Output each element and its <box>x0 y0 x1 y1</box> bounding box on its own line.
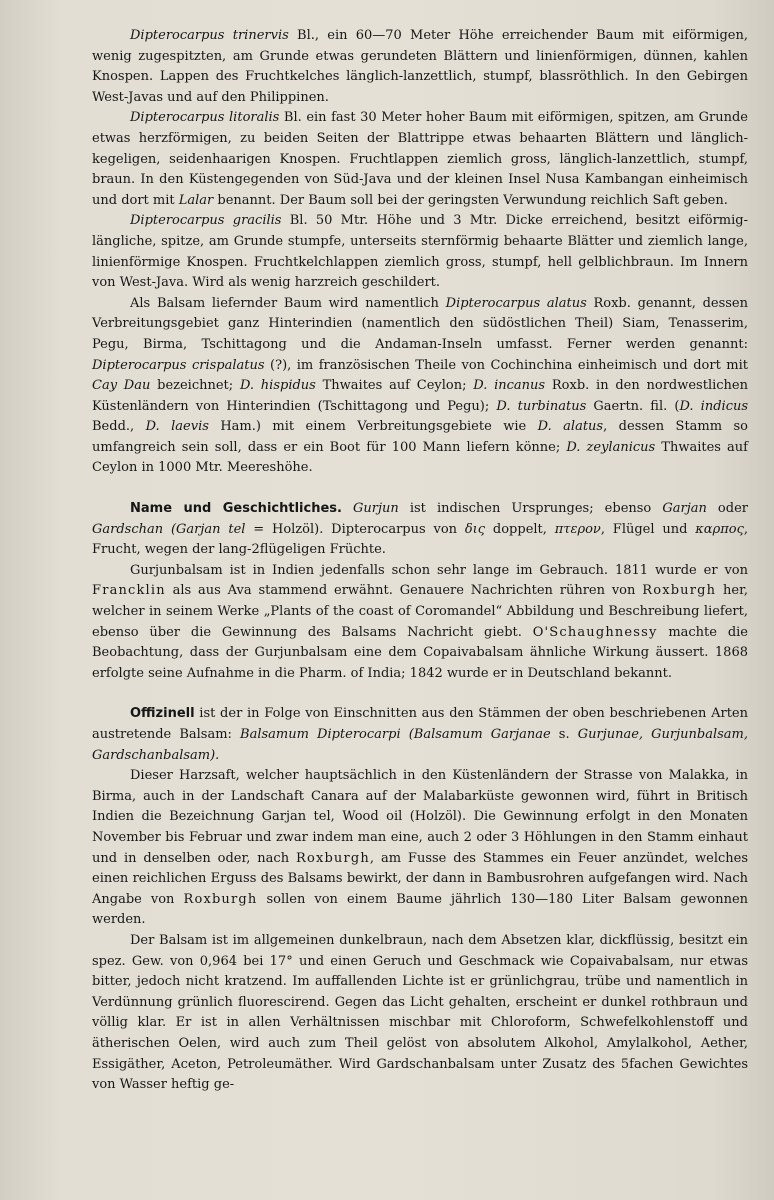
text-run: (?), im französischen Theile von Cochinchina einheimisch und dort mit <box>264 357 748 373</box>
text-run: Bl. 50 Mtr. Höhe und 3 Mtr. Dicke erreichend, besitzt eiförmig-längliche, spitze, am Grunde stumpfe, unterseits sternförmig behaarte Blätter und ziemlich lange, linienförmige Knospen. Fruchtkelchlappen ziemlich gross, stumpf, hell gelblichbraun. Im Innern von West-Java. Wird als wenig harzreich geschildert. <box>92 213 748 291</box>
author-name: Roxburgh <box>295 850 370 866</box>
text-run: ist indischen Ursprunges; ebenso <box>398 501 663 517</box>
italic-term: Lalar <box>178 192 214 208</box>
text-run: Bl. ein fast 30 Meter hoher Baum mit eiförmigen, spitzen, am Grunde etwas herzförmigen, zu beiden Seiten der Blattrippe etwas behaarten Blättern und länglich-kegeligen, seidenhaarigen Knospen. Fruchtlappen ziemlich gross, länglich-lanzettlich, stumpf, braun. In den Küstengegenden von Süd-Java und der kleinen Insel Nusa Kambangan einheimisch und dort mit <box>92 110 748 208</box>
italic-term: D. zeylanicus <box>566 439 656 455</box>
paragraph-p2 <box>92 108 748 211</box>
greek-word: πτερον <box>554 521 601 537</box>
paragraph-p8 <box>92 766 748 931</box>
author-name: Francklin <box>92 583 166 599</box>
text-run: Thwaites auf Ceylon in 1000 Mtr. Meereshöhe. <box>92 439 748 476</box>
italic-term: D. laevis <box>145 419 209 435</box>
italic-term: Dipterocarpus litoralis <box>130 110 280 126</box>
text-run: Der Balsam ist im allgemeinen dunkelbraun, nach dem Absetzen klar, dickflüssig, besitzt ein spez. Gew. von 0,964 bei 17° und einen Geruch und Geschmack wie Copaivabalsam, nur etwas bitter, jedoch nicht kratzend. Im auffallenden Lichte ist er grünlichgrau, trübe und namentlich in Verdünnung grünlich fluorescirend. Gegen das Licht gehalten, erscheint er dunkel rothbraun und völlig klar. Er ist in allen Verhältnissen mischbar mit Chloroform, Schwefelkohlenstoff und ätherischen Oelen, wird auch zum Theil gelöst von absolutem Alkohol, Amylalkohol, Aether, Essigäther, Aceton, Petroleumäther. Wird Gardschanbalsam unter Zusatz des 5fachen Gewichtes von Wasser heftig ge- <box>92 932 748 1093</box>
italic-term: Gurjun <box>353 501 399 517</box>
text-run: Dieser Harzsaft, welcher hauptsächlich in den Küstenländern der Strasse von Malakka, in Birma, auch in der Landschaft Canara auf der Malabarküste gewonnen wird, führt in Britisch Indien die Bezeichnung Garjan tel, Wood oil (Holzöl). Die Gewinnung erfolgt in den Monaten November bis Februar und zwar indem man eine, auch 2 oder 3 Höhlungen in den Stamm einhaut und in denselben oder, nach <box>92 768 748 866</box>
text-run: oder <box>706 501 748 517</box>
italic-term: Balsamum Dipterocarpi (Balsamum Garjanae <box>240 727 551 742</box>
italic-term: D. alatus <box>537 419 604 435</box>
page-body-text <box>92 26 748 1096</box>
text-run: = Holzöl). Dipterocarpus von <box>245 521 465 537</box>
text-run: benannt. Der Baum soll bei der geringsten Verwundung reichlich Saft geben. <box>213 192 728 208</box>
paragraph-p9 <box>92 931 748 1096</box>
italic-term: D. indicus <box>679 398 749 414</box>
text-run: , Frucht, wegen der lang-2flügeligen Früchte. <box>92 521 749 558</box>
paragraph-p5 <box>92 499 748 561</box>
text-run: Gurjunbalsam ist in Indien jedenfalls schon sehr lange im Gebrauch. 1811 wurde er von <box>130 562 748 578</box>
text-run: , dessen Stamm so umfangreich sein soll, dass er ein Boot für 100 Mann liefern könne; <box>92 419 749 455</box>
italic-term: Dipterocarpus alatus <box>445 295 587 311</box>
italic-term: D. hispidus <box>239 378 316 394</box>
text-run: doppelt, <box>485 521 555 537</box>
italic-term: Cay Dau <box>92 378 151 394</box>
text-run: machte die Beobachtung, dass der Gurjunbalsam eine dem Copaivabalsam ähnliche Wirkung äussert. 1868 erfolgte seine Aufnahme in die Pharm. of India; 1842 wurde er in Deutschland bekannt. <box>92 624 748 681</box>
author-name: Roxburgh <box>642 583 717 599</box>
text-run: Gaertn. fil. ( <box>586 398 680 414</box>
text-run: Thwaites auf Ceylon; <box>315 378 474 394</box>
italic-term: Dipterocarpus crispalatus <box>92 357 265 373</box>
text-run: Als Balsam liefernder Baum wird namentlich <box>130 295 446 311</box>
italic-term: D. turbinatus <box>496 398 587 414</box>
author-name: Roxburgh <box>183 891 258 907</box>
text-run: Roxb. in den nordwestlichen Küstenländern von Hinterindien (Tschittagong und Pegu); <box>92 378 748 414</box>
text-run: Bedd., <box>92 419 146 435</box>
italic-term: Dipterocarpus gracilis <box>130 213 282 229</box>
paragraph-p6 <box>92 561 748 685</box>
text-run: Ham.) mit einem Verbreitungsgebiete wie <box>208 419 538 435</box>
paragraph-p3 <box>92 211 748 293</box>
text-run: ist der in Folge von Einschnitten aus den Stämmen der oben beschriebenen Arten austretende Balsam: <box>92 706 748 742</box>
text-run: her, welcher in seinem Werke „Plants of the coast of Coromandel“ Abbildung und Beschreibung liefert, ebenso über die Gewinnung des Balsams Nachricht giebt. <box>92 583 748 640</box>
paragraph-p1 <box>92 26 748 108</box>
text-run <box>342 501 353 516</box>
text-run: Bl., ein 60—70 Meter Höhe erreichender Baum mit eiförmigen, wenig zugespitzten, am Grunde etwas gerundeten Blättern und linienförmigen, dünnen, kahlen Knospen. Lappen des Fruchtkelches länglich-lanzettlich, stumpf, blassröthlich. In den Gebirgen West-Javas und auf den Philippinen. <box>92 28 749 105</box>
section-heading: Name und Geschichtliches. <box>130 501 342 517</box>
text-run: sollen von einem Baume jährlich 130—180 Liter Balsam gewonnen werden. <box>92 891 749 928</box>
section-heading: Offizinell <box>130 706 195 722</box>
greek-word: δις <box>464 521 486 537</box>
italic-term: D. incanus <box>473 378 546 394</box>
italic-term: Dipterocarpus trinervis <box>130 28 289 43</box>
text-run: , Flügel und <box>600 521 696 537</box>
paragraph-p4 <box>92 294 748 479</box>
text-run: Roxb. genannt, dessen Verbreitungsgebiet ganz Hinterindien (namentlich den südöstlichen Theil) Siam, Tenasserim, Pegu, Birma, Tschittagong und die Andaman-Inseln umfasst. Ferner werden genannt: <box>92 295 748 352</box>
text-run: , am Fusse des Stammes ein Feuer anzündet, welches einen reichlichen Erguss des Balsams bewirkt, der dann in Bambusrohren aufgefangen wird. Nach Angabe von <box>92 850 749 907</box>
text-run: s. <box>550 727 578 742</box>
author-name: O'Schaughnessy <box>532 624 658 640</box>
italic-term: Gardschan (Garjan tel <box>92 521 246 537</box>
italic-term: Gurjunae, Gurjunbalsam, Gardschanbalsam). <box>92 727 748 763</box>
text-run: bezeichnet; <box>150 378 240 394</box>
italic-term: Garjan <box>662 501 707 517</box>
greek-word: καρπος <box>695 521 744 537</box>
text-run: als aus Ava stammend erwähnt. Genauere Nachrichten rühren von <box>165 583 643 599</box>
paragraph-p7 <box>92 704 748 766</box>
